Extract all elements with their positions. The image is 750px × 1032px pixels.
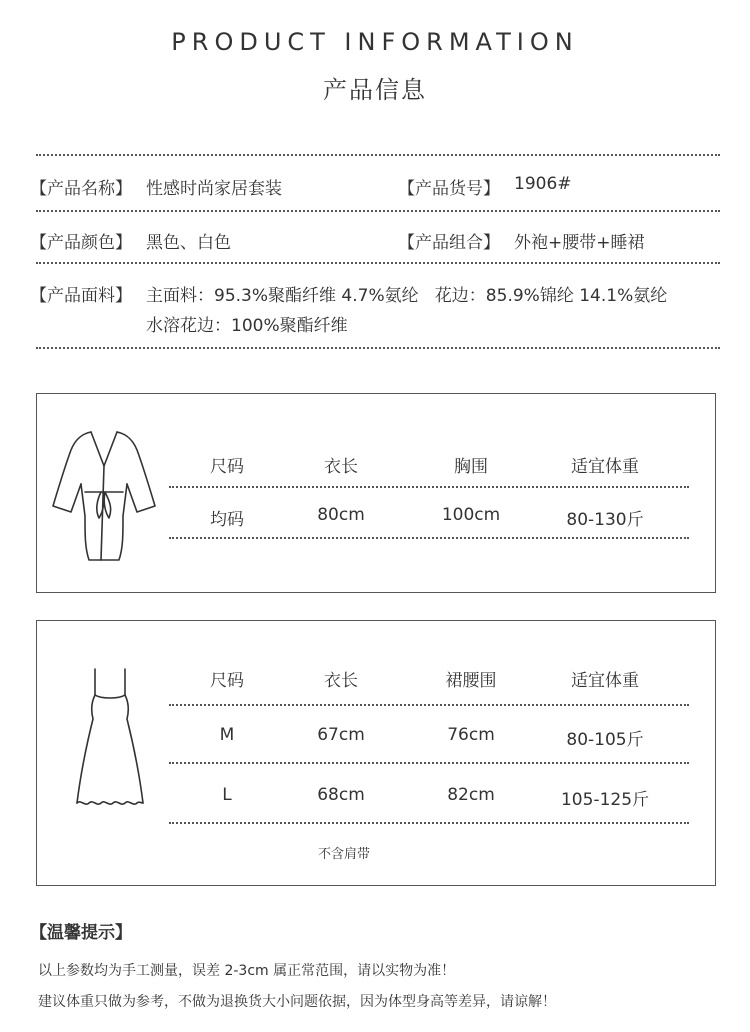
table-divider — [169, 762, 689, 764]
product-combo-value: 外袍+腰带+睡裙 — [514, 233, 645, 253]
dress-header-waist: 裙腰围 — [445, 671, 497, 691]
robe-row-length: 80cm — [317, 505, 365, 525]
product-fabric-line2: 水溶花边：100%聚酯纤维 — [146, 316, 348, 336]
divider — [36, 210, 720, 212]
page-title-cn: 产品信息 — [323, 76, 427, 104]
divider — [36, 154, 720, 156]
product-name-value: 性感时尚家居套装 — [146, 179, 282, 199]
dress-note: 不含肩带 — [317, 847, 370, 862]
product-color-value: 黑色、白色 — [146, 233, 231, 253]
slip-dress-icon — [75, 667, 145, 809]
robe-icon — [51, 426, 157, 566]
robe-size-box — [36, 393, 716, 593]
product-fabric-label: 【产品面料】 — [30, 286, 132, 306]
product-combo-label: 【产品组合】 — [398, 233, 500, 253]
divider — [36, 347, 720, 349]
dress-row-l-waist: 82cm — [447, 785, 495, 805]
page-title-en: PRODUCT INFORMATION — [171, 28, 579, 56]
robe-row-bust: 100cm — [441, 505, 501, 525]
dress-header-length: 衣长 — [324, 671, 358, 691]
table-divider — [169, 704, 689, 706]
dress-size-box — [36, 620, 716, 886]
divider — [36, 262, 720, 264]
table-divider — [169, 537, 689, 539]
dress-row-m-size: M — [219, 725, 235, 745]
product-fabric-line1: 主面料：95.3%聚酯纤维 4.7%氨纶 花边：85.9%锦纶 14.1%氨纶 — [146, 286, 668, 306]
dress-row-m-length: 67cm — [317, 725, 365, 745]
product-color-label: 【产品颜色】 — [30, 233, 132, 253]
robe-row-weight: 80-130斤 — [566, 510, 644, 530]
dress-row-m-weight: 80-105斤 — [566, 730, 644, 750]
product-name-label: 【产品名称】 — [30, 179, 132, 199]
robe-header-size: 尺码 — [210, 457, 244, 477]
tips-line-2: 建议体重只做为参考，不做为退换货大小问题依据，因为体型身高等差异，请谅解！ — [38, 994, 556, 1010]
table-divider — [169, 822, 689, 824]
robe-row-size: 均码 — [210, 510, 244, 530]
robe-header-length: 衣长 — [324, 457, 358, 477]
dress-row-m-waist: 76cm — [447, 725, 495, 745]
tips-line-1: 以上参数均为手工测量，误差 2-3cm 属正常范围，请以实物为准！ — [38, 963, 456, 979]
product-sku-label: 【产品货号】 — [398, 179, 500, 199]
product-sku-value: 1906# — [514, 174, 572, 194]
dress-row-l-size: L — [222, 785, 232, 805]
robe-header-bust: 胸围 — [454, 457, 488, 477]
dress-row-l-length: 68cm — [317, 785, 365, 805]
dress-header-size: 尺码 — [210, 671, 244, 691]
dress-row-l-weight: 105-125斤 — [560, 790, 650, 810]
table-divider — [169, 486, 689, 488]
robe-header-weight: 适宜体重 — [571, 457, 639, 477]
tips-title: 【温馨提示】 — [30, 923, 132, 943]
dress-header-weight: 适宜体重 — [571, 671, 639, 691]
